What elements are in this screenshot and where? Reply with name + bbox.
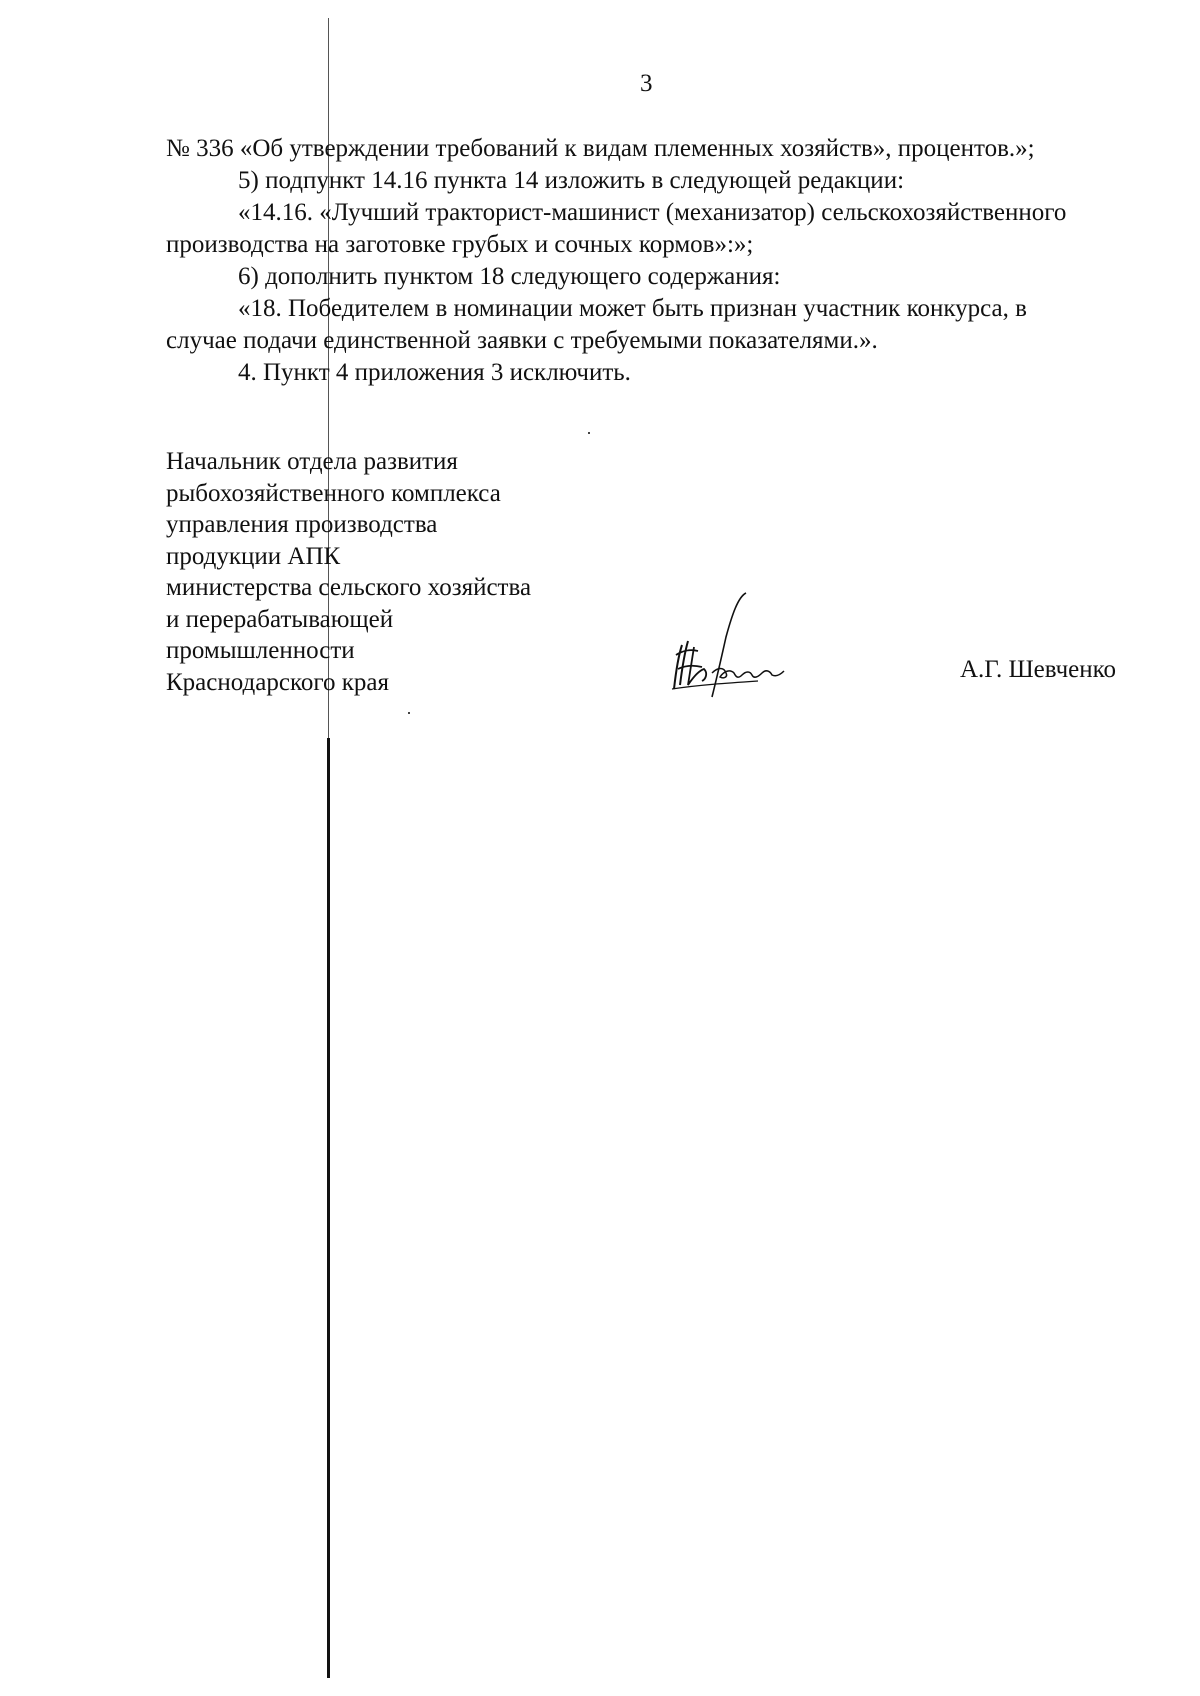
- paragraph-3-line-1: «14.16. «Лучший тракторист-машинист (механизатор) сельскохозяйственного: [238, 199, 1067, 226]
- paragraph-3: [166, 197, 1151, 261]
- paragraph-1: № 336 «Об утверждении требований к видам племенных хозяйств», процентов.»;: [166, 135, 1035, 162]
- paragraph-4: 6) дополнить пунктом 18 следующего содержания:: [238, 263, 781, 290]
- scan-artifact-line-bold: [327, 738, 330, 1678]
- page-number: 3: [640, 70, 653, 97]
- signer-title-line: управления производства: [166, 511, 438, 538]
- signer-title: [166, 446, 531, 698]
- paragraph-5-line-2: случае подачи единственной заявки с требуемыми показателями.».: [166, 327, 878, 354]
- paragraph-5: [166, 293, 1151, 357]
- signer-name: А.Г. Шевченко: [960, 656, 1117, 683]
- paragraph-2: 5) подпункт 14.16 пункта 14 изложить в следующей редакции:: [238, 167, 905, 194]
- paragraph-3-line-2: производства на заготовке грубых и сочных кормов»:»;: [166, 231, 754, 258]
- handwritten-signature: [668, 585, 798, 705]
- scan-speck: [588, 432, 590, 434]
- paragraph-6: 4. Пункт 4 приложения 3 исключить.: [238, 359, 631, 386]
- paragraph-5-line-1: «18. Победителем в номинации может быть признан участник конкурса, в: [238, 295, 1027, 322]
- signer-title-line: промышленности: [166, 637, 355, 664]
- signer-title-line: Краснодарского края: [166, 668, 389, 696]
- signer-title-line: продукции АПК: [166, 542, 341, 570]
- signer-title-line: министерства сельского хозяйства: [166, 574, 532, 601]
- signer-title-line: Начальник отдела развития: [166, 448, 458, 475]
- scan-speck: [408, 712, 410, 714]
- signer-title-line: рыбохозяйственного комплекса: [166, 479, 501, 507]
- signer-title-line: и перерабатывающей: [166, 605, 394, 633]
